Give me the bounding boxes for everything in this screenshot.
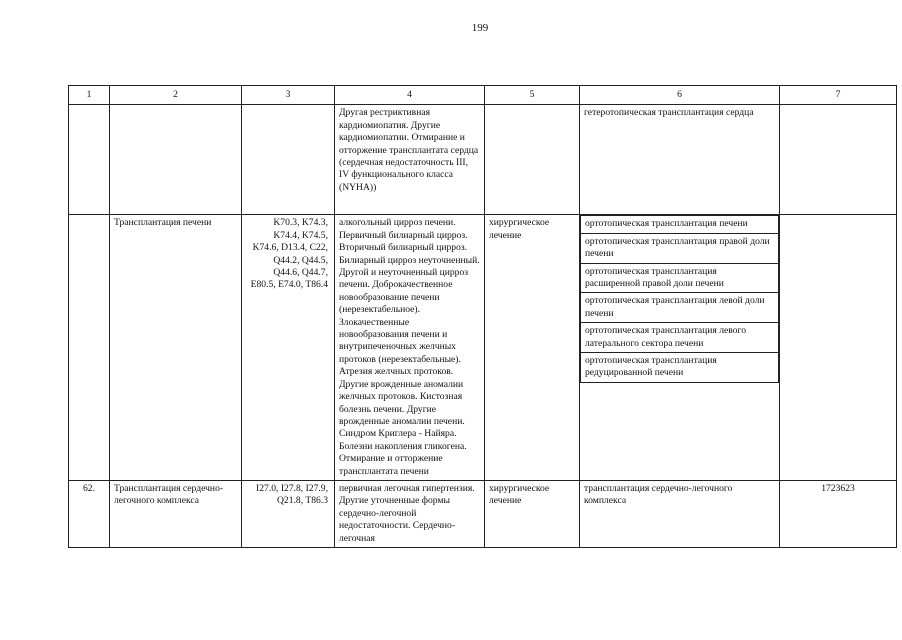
method-cell: гетеротопическая трансплантация сердца <box>580 105 780 215</box>
method-item: ортотопическая трансплантация печени <box>581 216 779 233</box>
diagnosis-cell: Другая рестриктивная кардиомиопатия. Другие кардиомиопатии. Отмирание и отторжение трансплантата сердца (сердечная недостаточность III, IV функционального класса (NYHA)) <box>335 105 485 215</box>
column-header: 2 <box>110 86 242 105</box>
table-row <box>69 215 897 481</box>
row-number-cell <box>69 105 110 215</box>
diagnosis-cell: алкогольный цирроз печени. Первичный билиарный цирроз. Вторичный билиарный цирроз. Билиарный цирроз неуточненный. Другой и неуточненный цирроз печени. Доброкачественное новообразование печени (нерезектабельное). Злокачественные новообразования печени и внутрипеченочных желчных протоков (нерезектабельные). Атрезия желчных протоков. Другие врожденные аномалии желчных протоков. Кистозная болезнь печени. Другие врожденные аномалии печени. Синдром Криглера - Найяра. Болезни накопления гликогена. Отмирание и отторжение трансплантата печени <box>335 215 485 481</box>
row-number-cell <box>69 215 110 481</box>
method-item: ортотопическая трансплантация расширенной правой доли печени <box>581 263 779 293</box>
cost-cell: 1723623 <box>780 480 897 547</box>
procedure-name-cell: Трансплантация сердечно-легочного комплекса <box>110 480 242 547</box>
column-header: 7 <box>780 86 897 105</box>
diagnosis-cell: первичная легочная гипертензия. Другие уточненные формы сердечно-легочной недостаточности. Сердечно-легочная <box>335 480 485 547</box>
method-cell: трансплантация сердечно-легочного комплекса <box>580 480 780 547</box>
method-item: ортотопическая трансплантация левого латерального сектора печени <box>581 323 779 353</box>
method-item: ортотопическая трансплантация левой доли печени <box>581 293 779 323</box>
icd-codes-cell: I27.0, I27.8, I27.9, Q21.8, T86.3 <box>242 480 335 547</box>
table-header-row <box>69 86 897 105</box>
table-row <box>69 105 897 215</box>
procedure-name-cell: Трансплантация печени <box>110 215 242 481</box>
method-item: ортотопическая трансплантация правой доли печени <box>581 233 779 263</box>
treatment-type-cell: хирургическое лечение <box>485 480 580 547</box>
column-header: 4 <box>335 86 485 105</box>
column-header: 1 <box>69 86 110 105</box>
table-row <box>69 480 897 547</box>
methods-cell <box>580 215 780 481</box>
icd-codes-cell: K70.3, K74.3, K74.4, K74.5, K74.6, D13.4, C22, Q44.2, Q44.5, Q44.6, Q44.7, E80.5, E74.0, T86.4 <box>242 215 335 481</box>
medical-care-table <box>68 85 897 548</box>
column-header: 3 <box>242 86 335 105</box>
column-header: 6 <box>580 86 780 105</box>
cost-cell <box>780 215 897 481</box>
treatment-type-cell: хирургическое лечение <box>485 215 580 481</box>
column-header: 5 <box>485 86 580 105</box>
methods-list <box>580 215 779 382</box>
cost-cell <box>780 105 897 215</box>
procedure-name-cell <box>110 105 242 215</box>
method-item: ортотопическая трансплантация редуцированной печени <box>581 353 779 383</box>
row-number-cell: 62. <box>69 480 110 547</box>
treatment-type-cell <box>485 105 580 215</box>
page-number: 199 <box>471 22 489 34</box>
icd-codes-cell <box>242 105 335 215</box>
